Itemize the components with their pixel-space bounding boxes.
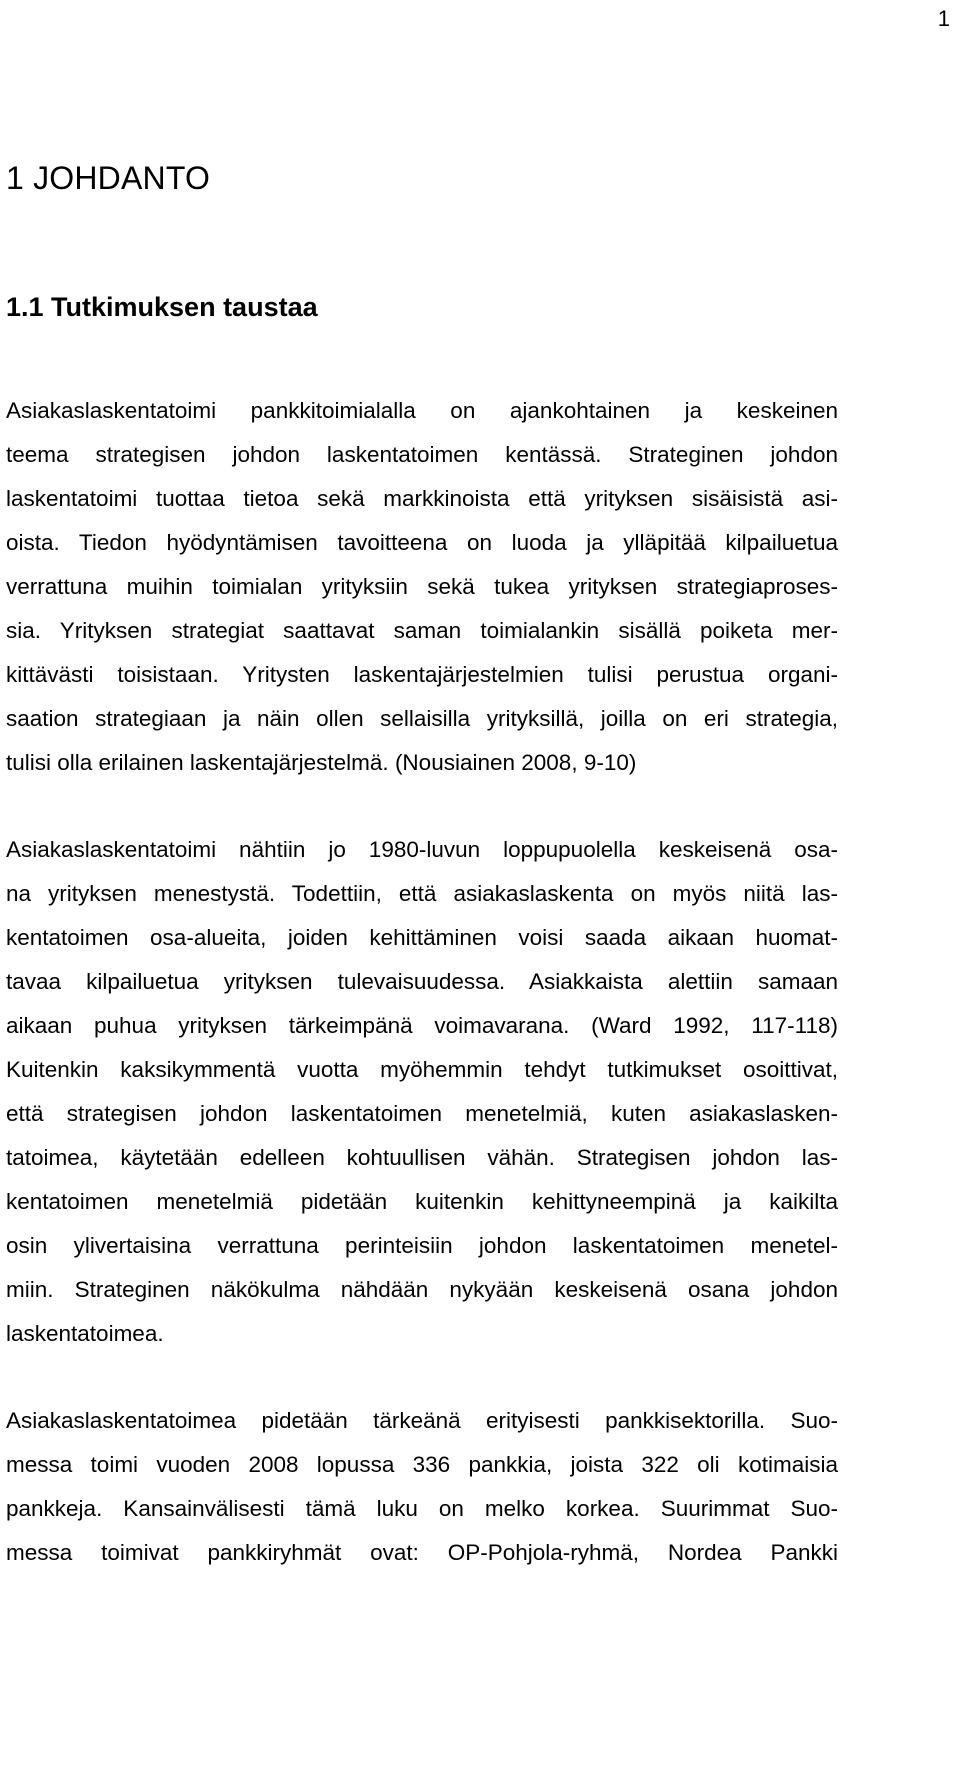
text-line: verrattuna muihin toimialan yrityksiin sekä tukea yrityksen strategiaproses- [6,574,838,599]
text-line: messa toimi vuoden 2008 lopussa 336 pankkia, joista 322 oli kotimaisia [6,1452,838,1477]
text-line: tavaa kilpailuetua yrityksen tulevaisuudessa. Asiakkaista alettiin samaan [6,969,838,994]
text-line: oista. Tiedon hyödyntämisen tavoitteena on luoda ja ylläpitää kilpailuetua [6,530,838,555]
text-line: teema strategisen johdon laskentatoimen kentässä. Strateginen johdon [6,442,838,467]
text-line: kentatoimen menetelmiä pidetään kuitenkin kehittyneempinä ja kaikilta [6,1189,838,1214]
text-line: laskentatoimi tuottaa tietoa sekä markkinoista että yrityksen sisäisistä asi- [6,486,838,511]
text-line: osin ylivertaisina verrattuna perinteisiin johdon laskentatoimen menetel- [6,1233,838,1258]
section-heading: 1.1 Tutkimuksen taustaa [6,292,318,322]
text-line: messa toimivat pankkiryhmät ovat: OP-Pohjola-ryhmä, Nordea Pankki [6,1540,838,1565]
page-number: 1 [937,6,950,31]
text-line: miin. Strateginen näkökulma nähdään nykyään keskeisenä osana johdon [6,1277,838,1302]
text-line: että strategisen johdon laskentatoimen menetelmiä, kuten asiakaslasken- [6,1101,838,1126]
text-line: laskentatoimea. [6,1321,164,1346]
text-line: kittävästi toisistaan. Yritysten laskentajärjestelmien tulisi perustua organi- [6,662,838,687]
text-line: tatoimea, käytetään edelleen kohtuullisen vähän. Strategisen johdon las- [6,1145,838,1170]
text-line: kentatoimen osa-alueita, joiden kehittäminen voisi saada aikaan huomat- [6,925,838,950]
text-line: na yrityksen menestystä. Todettiin, että asiakaslaskenta on myös niitä las- [6,881,838,906]
text-line: aikaan puhua yrityksen tärkeimpänä voimavarana. (Ward 1992, 117-118) [6,1013,838,1038]
text-line: sia. Yrityksen strategiat saattavat saman toimialankin sisällä poiketa mer- [6,618,838,643]
chapter-heading: 1 JOHDANTO [6,160,211,196]
text-line: Asiakaslaskentatoimi pankkitoimialalla on ajankohtainen ja keskeinen [6,398,838,423]
text-line: Kuitenkin kaksikymmentä vuotta myöhemmin tehdyt tutkimukset osoittivat, [6,1057,838,1082]
text-line: Asiakaslaskentatoimea pidetään tärkeänä erityisesti pankkisektorilla. Suo- [6,1408,838,1433]
text-line: Asiakaslaskentatoimi nähtiin jo 1980-luvun loppupuolella keskeisenä osa- [6,837,838,862]
text-line: pankkeja. Kansainvälisesti tämä luku on melko korkea. Suurimmat Suo- [6,1496,838,1521]
text-line: tulisi olla erilainen laskentajärjestelmä. (Nousiainen 2008, 9-10) [6,750,637,775]
text-line: saation strategiaan ja näin ollen sellaisilla yrityksillä, joilla on eri strategia, [6,706,838,731]
